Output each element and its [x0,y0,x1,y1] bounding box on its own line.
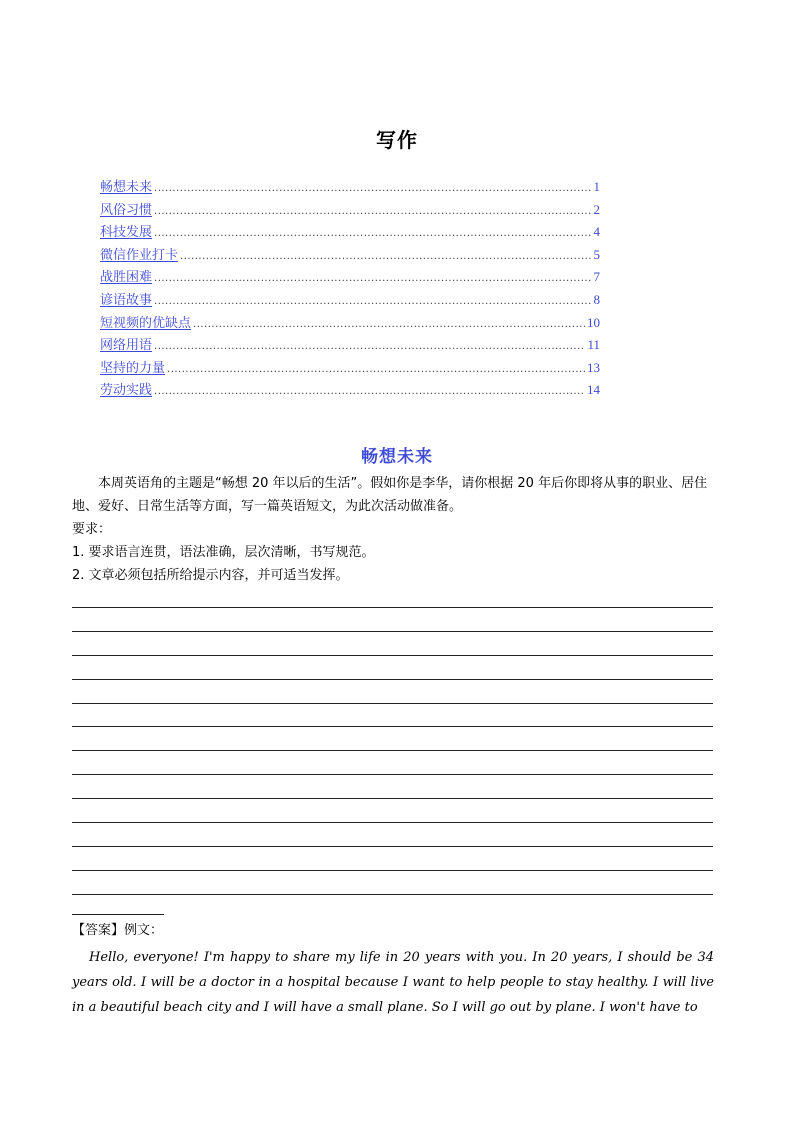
toc-entry-label[interactable]: 网络用语 [100,338,153,354]
toc-entry[interactable] [100,199,600,222]
toc-entry-label[interactable]: 战胜困难 [100,270,153,286]
toc-entry-label[interactable]: 科技发展 [100,225,153,241]
writing-line [72,655,713,656]
writing-line [72,703,713,704]
toc-leader-dots [154,386,585,397]
toc-entry-page[interactable]: 2 [593,201,600,217]
table-of-contents [100,176,600,402]
toc-leader-dots [154,183,591,194]
toc-entry-page[interactable]: 14 [587,382,600,398]
toc-entry[interactable] [100,379,600,402]
toc-entry[interactable] [100,334,600,357]
toc-entry-page[interactable]: 8 [593,291,600,307]
toc-entry[interactable] [100,244,600,267]
toc-leader-dots [193,319,585,330]
writing-line [72,870,713,871]
answer-separator [72,914,164,915]
toc-leader-dots [154,228,591,239]
writing-line [72,894,713,895]
writing-line [72,774,713,775]
writing-line [72,726,713,727]
toc-entry[interactable] [100,176,600,199]
toc-entry-label[interactable]: 畅想未来 [100,180,153,195]
answer-writing-lines [72,607,713,918]
requirement-item: 1. 要求语言连贯，语法准确，层次清晰，书写规范。 [72,545,375,560]
toc-entry-page[interactable]: 4 [593,224,600,240]
toc-leader-dots [154,296,591,307]
writing-prompt: 本周英语角的主题是“畅想 20 年以后的生活”。假如你是李华，请你根据 20 年后你即将从事的职业、居住地、爱好、日常生活等方面，写一篇英语短文，为此次活动做准备。 [72,476,708,514]
toc-entry-page[interactable]: 11 [587,337,600,353]
toc-leader-dots [154,341,585,352]
writing-line [72,679,713,680]
toc-entry-label[interactable]: 劳动实践 [100,383,153,399]
toc-entry[interactable] [100,312,600,335]
toc-leader-dots [180,251,591,262]
toc-entry-page[interactable]: 5 [593,246,600,262]
writing-line [72,846,713,847]
toc-entry-page[interactable]: 7 [593,269,600,285]
toc-entry[interactable] [100,221,600,244]
toc-entry-page[interactable]: 10 [587,314,600,330]
sample-essay: Hello, everyone! I'm happy to share my life in 20 years with you. In 20 years, I should be 34 years old. I will be a doctor in a hospital because I want to help people to stay healthy. I will live in a beautiful beach city and I will have a small plane. So I will go out by plane. I won't have to [72,950,714,1015]
requirements-heading: 要求： [72,522,112,537]
toc-leader-dots [154,273,591,284]
writing-line [72,798,713,799]
requirement-item: 2. 文章必须包括所给提示内容，并可适当发挥。 [72,568,349,583]
writing-line [72,750,713,751]
toc-entry[interactable] [100,266,600,289]
toc-entry-page[interactable]: 1 [593,179,600,194]
toc-leader-dots [154,206,591,217]
writing-line [72,822,713,823]
toc-entry-label[interactable]: 坚持的力量 [100,360,166,376]
writing-line [72,631,713,632]
toc-entry[interactable] [100,357,600,380]
toc-entry-label[interactable]: 风俗习惯 [100,202,153,218]
toc-entry-label[interactable]: 谚语故事 [100,292,153,308]
answer-heading: 【答案】例文： [72,923,164,938]
toc-entry-label[interactable]: 微信作业打卡 [100,247,179,263]
toc-entry-label[interactable]: 短视频的优缺点 [100,315,192,331]
document-title: 写作 [376,128,418,152]
section-title: 畅想未来 [361,447,433,467]
writing-line [72,607,713,608]
toc-entry-page[interactable]: 13 [587,359,600,375]
toc-entry[interactable] [100,289,600,312]
toc-leader-dots [167,364,585,375]
